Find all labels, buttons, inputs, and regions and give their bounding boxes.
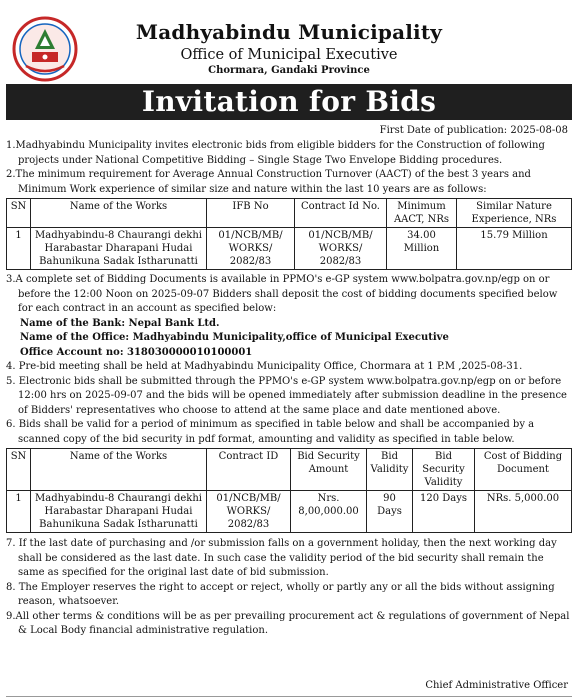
table-header: Cost of Bidding Document xyxy=(475,449,572,491)
table-header: Bid Security Amount xyxy=(291,449,367,491)
clause-1: 1.Madhyabindu Municipality invites electronic bids from eligible bidders for the Construction of following projects under National Competitive Bidding – Single Stage Two Envelope Bidding procedures. xyxy=(6,140,545,166)
table-cell: 1 xyxy=(7,228,31,270)
notice-body xyxy=(6,139,572,639)
clause-5: 5. Electronic bids shall be submitted through the PPMO's e-GP system www.bolpatra.gov.np/egp on or before 12:00 hrs on 2025-09-07 and the bids will be opened immediately after submission deadline in the presence of Bidders' representatives who choose to attend at the same place and date mentioned above. xyxy=(6,375,567,416)
clause-2: 2.The minimum requirement for Average Annual Construction Turnover (AACT) of the best 3 years and Minimum Work experience of similar size and nature within the last 10 years are as follows: xyxy=(6,169,531,195)
table-cell: Madhyabindu-8 Chaurangi dekhi Harabastar Dharapani Hudai Bahunikuna Sadak Istharunatti xyxy=(31,491,207,533)
table-cell: 120 Days xyxy=(413,491,475,533)
table-header: Contract Id No. xyxy=(295,199,387,228)
table-cell: Nrs. 8,00,000.00 xyxy=(291,491,367,533)
clause-4: 4. Pre-bid meeting shall be held at Madhyabindu Municipality Office, Chormara at 1 P.M ,2025-08-31. xyxy=(6,361,523,372)
table-header: Minimum AACT, NRs xyxy=(387,199,457,228)
requirements-table xyxy=(6,198,572,270)
table-cell: NRs. 5,000.00 xyxy=(475,491,572,533)
table-header: Name of the Works xyxy=(31,199,207,228)
clause-8: 8. The Employer reserves the right to accept or reject, wholly or partly any or all the bids without assigning reason, whatsoever. xyxy=(6,581,555,607)
table-row xyxy=(7,491,572,533)
table-cell: 1 xyxy=(7,491,31,533)
table-header-row xyxy=(7,199,572,228)
bid-security-table xyxy=(6,448,572,533)
signatory-title: Chief Administrative Officer xyxy=(425,680,568,691)
divider xyxy=(6,696,572,697)
table-header: SN xyxy=(7,449,31,491)
municipality-title: Madhyabindu Municipality xyxy=(135,20,443,44)
address: Chormara, Gandaki Province xyxy=(208,65,370,76)
bank-office-name: Name of the Office: Madhyabindu Municipality,office of Municipal Executive xyxy=(20,332,449,343)
table-cell: 90 Days xyxy=(367,491,413,533)
publication-date: First Date of publication: 2025-08-08 xyxy=(379,125,568,136)
notice-page xyxy=(6,4,572,694)
table-row xyxy=(7,228,572,270)
account-number: Office Account no: 318030000010100001 xyxy=(20,346,253,358)
table-header-row xyxy=(7,449,572,491)
table-header: Similar Nature Experience, NRs xyxy=(457,199,572,228)
table-cell: 01/NCB/MB/ WORKS/ 2082/83 xyxy=(295,228,387,270)
header xyxy=(6,14,572,84)
office-name: Office of Municipal Executive xyxy=(180,47,398,63)
clause-6: 6. Bids shall be valid for a period of minimum as specified in table below and shall be accompanied by a scanned copy of the bid security in pdf format, amounting and validity as specified in table below. xyxy=(6,419,535,445)
clause-3: 3.A complete set of Bidding Documents is available in PPMO's e-GP system www.bolpatra.gov.np/egp on or before the 12:00 Noon on 2025-09-07 Bidders shall deposit the cost of bidding documents specified below for each contract in an account as specified below: xyxy=(6,274,558,314)
table-header: Name of the Works xyxy=(31,449,207,491)
page-title: Invitation for Bids xyxy=(6,84,572,120)
table-cell: 01/NCB/MB/ WORKS/ 2082/83 xyxy=(207,228,295,270)
table-header: Bid Security Validity xyxy=(413,449,475,491)
bank-name: Name of the Bank: Nepal Bank Ltd. xyxy=(20,317,220,329)
table-header: Contract ID xyxy=(207,449,291,491)
clause-9: 9.All other terms & conditions will be as per prevailing procurement act & regulations of government of Nepal & Local Body financial administrative regulation. xyxy=(6,610,570,636)
table-cell: 01/NCB/MB/ WORKS/ 2082/83 xyxy=(207,491,291,533)
clause-7: 7. If the last date of purchasing and /or submission falls on a government holiday, then the next working day shall be considered as the last date. In such case the validity period of the bid security shall remain the same as specified for the original last date of bid submission. xyxy=(6,538,557,578)
table-cell: 15.79 Million xyxy=(457,228,572,270)
table-header: IFB No xyxy=(207,199,295,228)
table-cell: 34.00 Million xyxy=(387,228,457,270)
table-header: Bid Validity xyxy=(367,449,413,491)
table-header: SN xyxy=(7,199,31,228)
table-cell: Madhyabindu-8 Chaurangi dekhi Harabastar Dharapani Hudai Bahunikuna Sadak Istharunatti xyxy=(31,228,207,270)
